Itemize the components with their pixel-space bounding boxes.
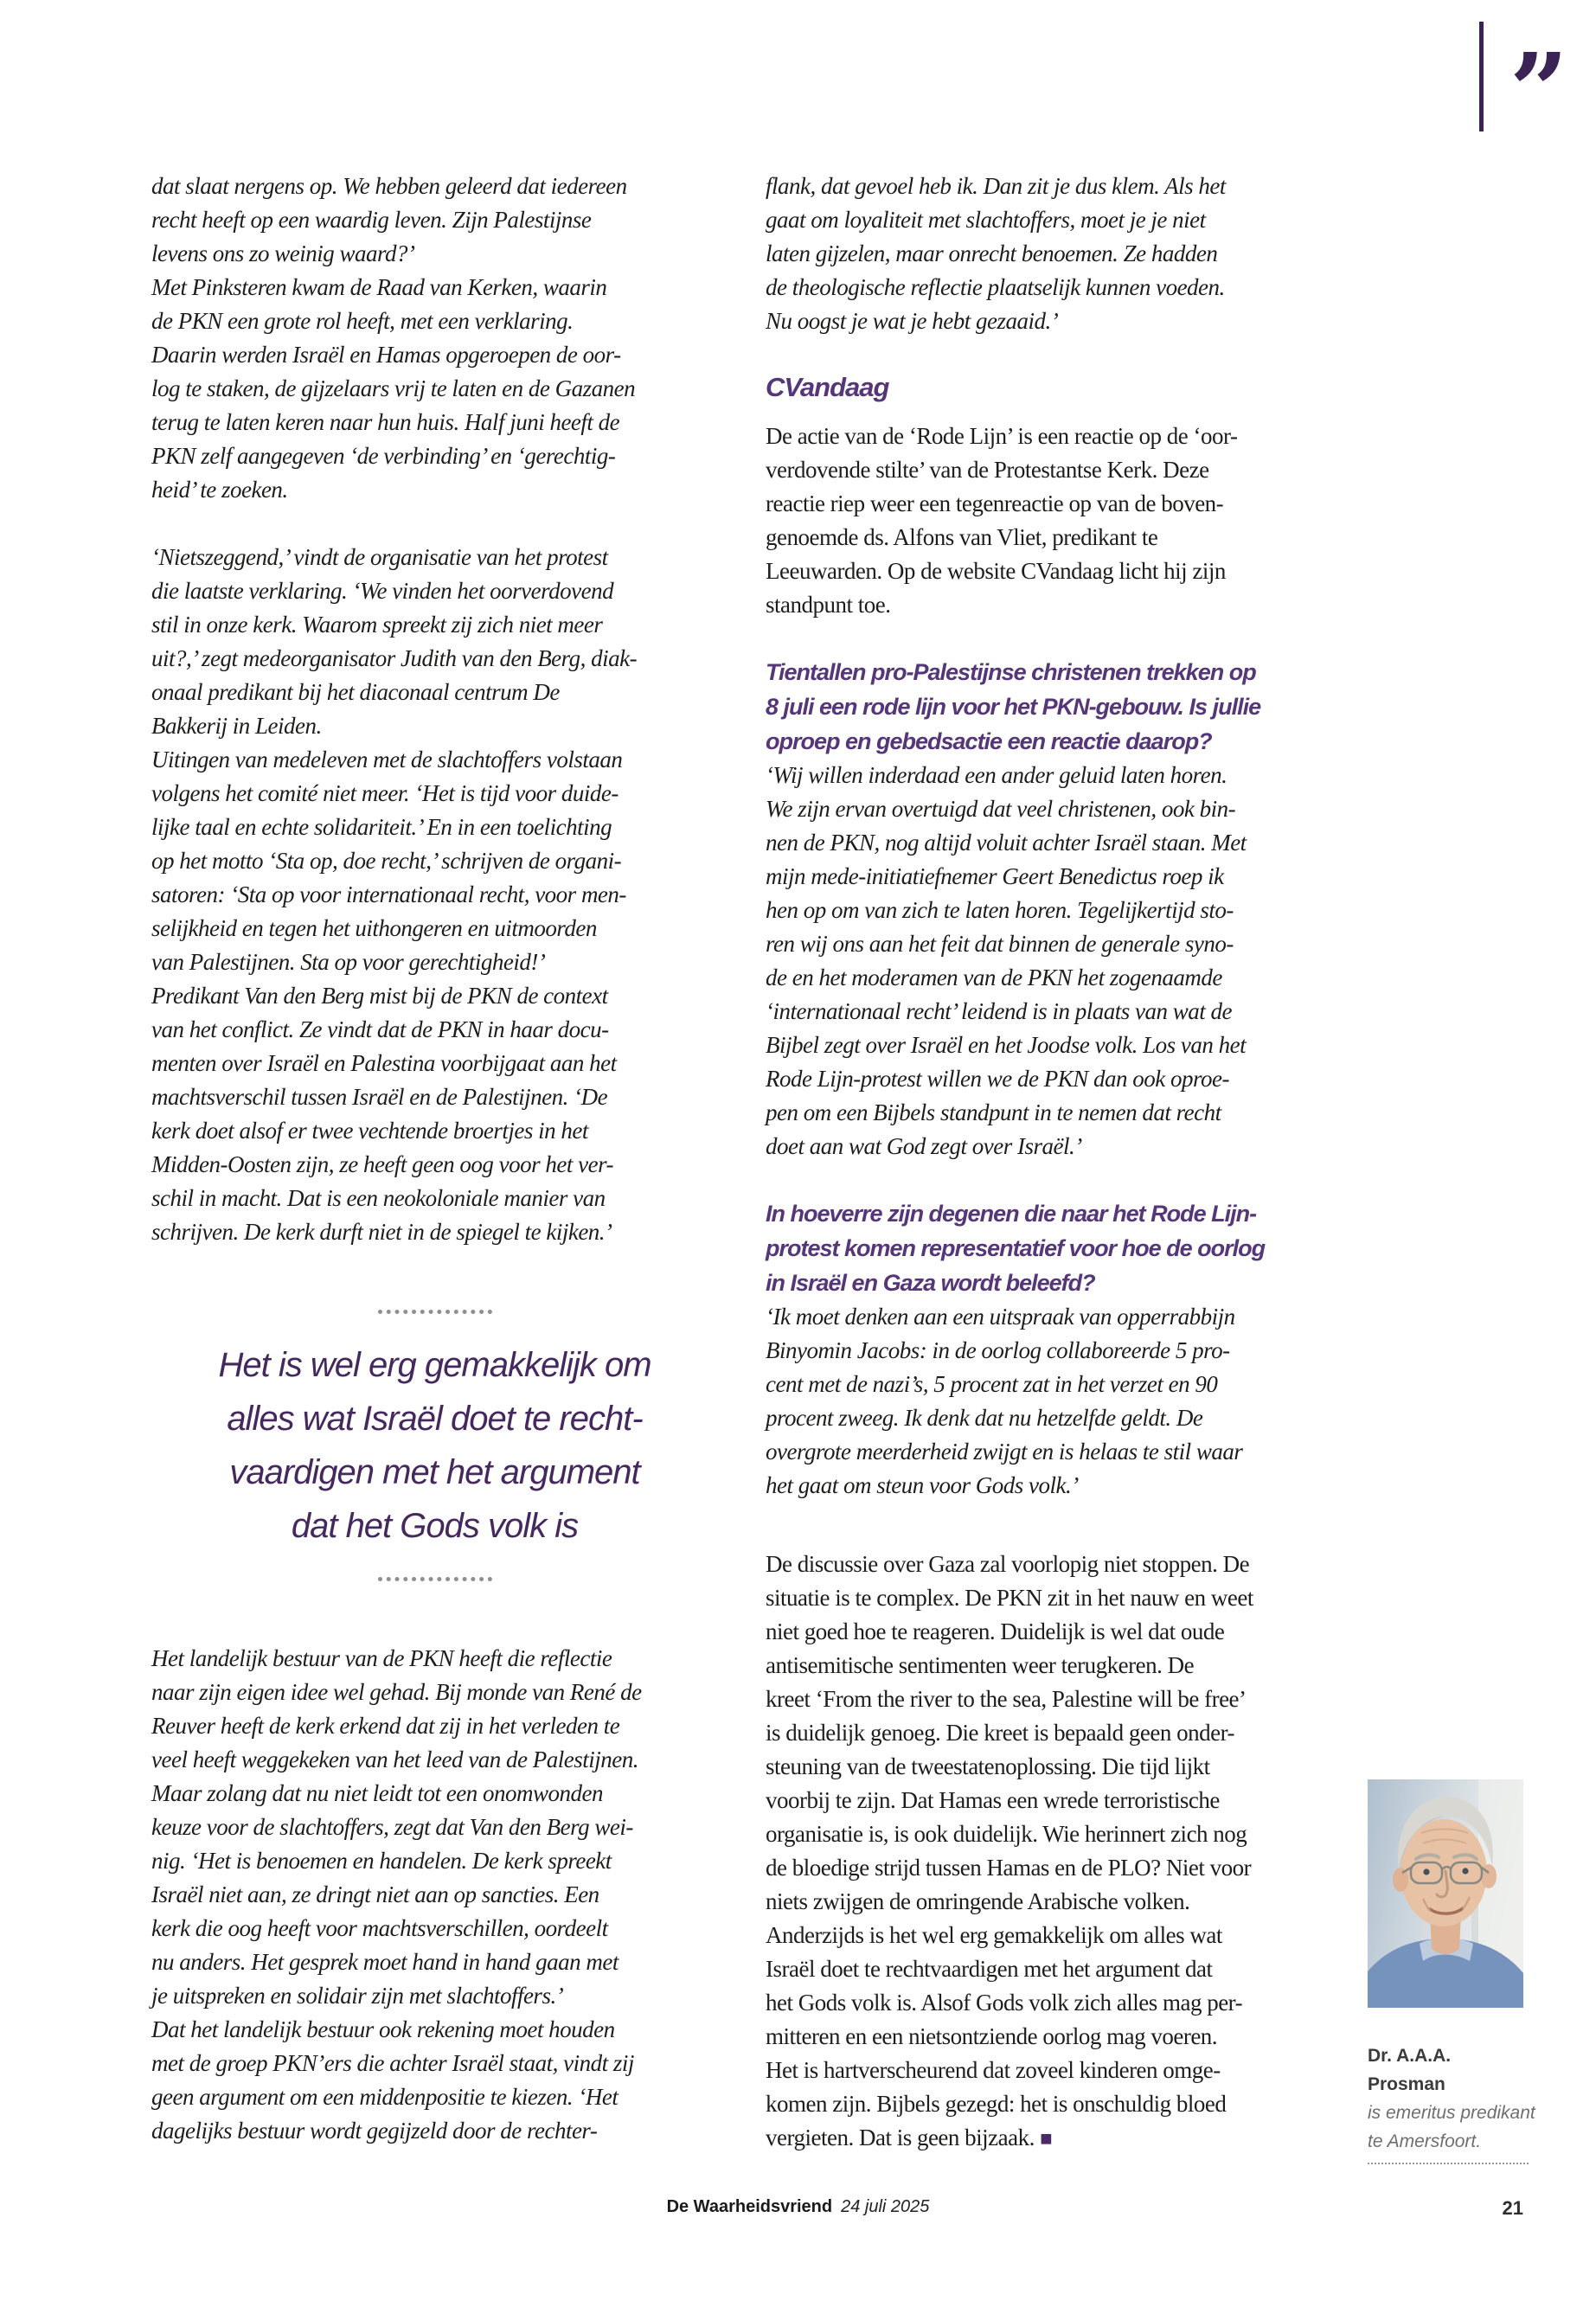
text-line: procent zweeg. Ik denk dat nu hetzelfde geldt. De — [766, 1405, 1203, 1431]
paragraph-protest — [151, 541, 718, 1249]
text-line: Nu oogst je wat je hebt gezaaid.’ — [766, 308, 1059, 334]
text-line: van Palestijnen. Sta op voor gerechtigheid!’ — [151, 949, 546, 975]
paragraph-bestuur — [151, 1642, 718, 2148]
text-line: Rode Lijn-protest willen we de PKN dan ook oproe- — [766, 1066, 1229, 1092]
text-line: antisemitische sentimenten weer terugkeren. De — [766, 1652, 1195, 1678]
question-line: protest komen representatief voor hoe de oorlog — [766, 1235, 1266, 1261]
text-line: de PKN een grote rol heeft, met een verklaring. — [151, 308, 574, 334]
text-line: Israël doet te rechtvaardigen met het argument dat — [766, 1956, 1213, 1982]
text-line: Met Pinksteren kwam de Raad van Kerken, waarin — [151, 274, 607, 300]
text-line: dagelijks bestuur wordt gegijzeld door de rechter- — [151, 2118, 598, 2144]
text-line: standpunt toe. — [766, 592, 891, 618]
text-line: Het is hartverscheurend dat zoveel kinderen omge- — [766, 2057, 1221, 2083]
text-line: Binyomin Jacobs: in de oorlog collaboreerde 5 pro- — [766, 1337, 1230, 1363]
paragraph-continuation — [151, 170, 718, 507]
text-line: mitteren en een nietsontziende oorlog mag voeren. — [766, 2023, 1218, 2049]
text-line: Reuver heeft de kerk erkend dat zij in het verleden te — [151, 1713, 620, 1739]
text-line: de en het moderamen van de PKN het zogenaamde — [766, 965, 1222, 990]
text-line: Bijbel zegt over Israël en het Joodse volk. Los van het — [766, 1032, 1247, 1058]
issue-date: 24 juli 2025 — [841, 2197, 930, 2216]
section-heading-cvandaag: CVandaag — [766, 372, 889, 402]
author-name: Dr. A.A.A. Prosman — [1368, 2046, 1452, 2094]
text-line: met de groep PKN’ers die achter Israël staat, vindt zij — [151, 2050, 634, 2076]
text-line: komen zijn. Bijbels gezegd: het is onschuldig bloed — [766, 2091, 1227, 2117]
text-line: satoren: ‘Sta op voor internationaal recht, voor men- — [151, 881, 626, 907]
text-line: cent met de nazi’s, 5 procent zat in het verzet en 90 — [766, 1371, 1218, 1397]
dotted-separator-top — [378, 1310, 492, 1314]
text-line: vergieten. Dat is geen bijzaak. ■ — [766, 2125, 1053, 2150]
text-line: ren wij ons aan het feit dat binnen de generale syno- — [766, 931, 1234, 957]
text-line: ‘internationaal recht’ leidend is in plaats van wat de — [766, 998, 1232, 1024]
text-line: We zijn ervan overtuigd dat veel christenen, ook bin- — [766, 796, 1236, 822]
text-line: niet goed hoe te reageren. Duidelijk is wel dat oude — [766, 1618, 1225, 1644]
text-line: naar zijn eigen idee wel gehad. Bij monde van René de — [151, 1679, 642, 1705]
text-line: gaat om loyaliteit met slachtoffers, moet je je niet — [766, 207, 1206, 233]
text-line: levens ons zo weinig waard?’ — [151, 240, 415, 266]
text-line: PKN zelf aangegeven ‘de verbinding’ en ‘gerechtig- — [151, 443, 616, 469]
article-column-left — [151, 170, 718, 2148]
text-line: ‘Ik moet denken aan een uitspraak van opperrabbijn — [766, 1304, 1235, 1330]
pull-quote-line: dat het Gods volk is — [291, 1507, 579, 1545]
text-line: niets zwijgen de omringende Arabische volken. — [766, 1888, 1190, 1914]
end-of-article-mark: ■ — [1040, 2128, 1053, 2150]
paragraph-intro-continuation — [766, 170, 1347, 338]
pull-quote-line: vaardigen met het argument — [229, 1453, 640, 1491]
text-line: nen de PKN, nog altijd voluit achter Israël staan. Met — [766, 830, 1247, 856]
text-line: Uitingen van medeleven met de slachtoffers volstaan — [151, 747, 623, 772]
text-line: organisatie is, is ook duidelijk. Wie herinnert zich nog — [766, 1821, 1247, 1847]
text-line: veel heeft weggekeken van het leed van de Palestijnen. — [151, 1747, 638, 1772]
text-line: de theologische reflectie plaatselijk kunnen voeden. — [766, 274, 1225, 300]
text-line: onaal predikant bij het diaconaal centrum De — [151, 679, 560, 705]
text-line: Het landelijk bestuur van de PKN heeft die reflectie — [151, 1645, 612, 1671]
text-line: kerk die oog heeft voor machtsverschillen, oordeelt — [151, 1915, 608, 1941]
text-line: het gaat om steun voor Gods volk.’ — [766, 1472, 1079, 1498]
text-line: nig. ‘Het is benoemen en handelen. De kerk spreekt — [151, 1848, 612, 1874]
text-line: doet aan wat God zegt over Israël.’ — [766, 1133, 1082, 1159]
text-line: Anderzijds is het wel erg gemakkelijk om alles wat — [766, 1922, 1222, 1948]
text-line: steuning van de tweestatenoplossing. Die tijd lijkt — [766, 1753, 1210, 1779]
article-column-right — [766, 170, 1347, 2157]
interview-question-1 — [766, 655, 1347, 759]
text-line: situatie is te complex. De PKN zit in het nauw en weet — [766, 1585, 1253, 1611]
author-role-line: is emeritus predikant — [1368, 2103, 1535, 2123]
text-line: menten over Israël en Palestina voorbijgaat aan het — [151, 1050, 617, 1076]
text-line: hen op om van zich te laten horen. Tegelijkertijd sto- — [766, 897, 1234, 923]
text-line: genoemde ds. Alfons van Vliet, predikant te — [766, 524, 1158, 550]
text-line: Leeuwarden. Op de website CVandaag licht hij zijn — [766, 558, 1226, 584]
question-line: oproep en gebedsactie een reactie daarop? — [766, 728, 1212, 754]
text-line: is duidelijk genoeg. Die kreet is bepaald geen onder- — [766, 1720, 1235, 1746]
text-line: flank, dat gevoel heb ik. Dan zit je dus klem. Als het — [766, 173, 1226, 199]
text-line: verdovende stilte’ van de Protestantse Kerk. Deze — [766, 457, 1209, 483]
page-footer — [0, 2197, 1596, 2217]
pull-quote-line: alles wat Israël doet te recht- — [227, 1400, 643, 1438]
text-line: Dat het landelijk bestuur ook rekening moet houden — [151, 2016, 615, 2042]
text-line: ‘Nietszeggend,’ vindt de organisatie van het protest — [151, 544, 608, 570]
text-line: het Gods volk is. Alsof Gods volk zich alles mag per- — [766, 1990, 1243, 2016]
interview-answer-1 — [766, 759, 1347, 1163]
text-line: schil in macht. Dat is een neokoloniale manier van — [151, 1185, 606, 1211]
text-line: uit?,’ zegt medeorganisator Judith van den Berg, diak- — [151, 645, 638, 671]
text-line: mijn mede-initiatiefnemer Geert Benedictus roep ik — [766, 863, 1224, 889]
question-line: Tientallen pro-Palestijnse christenen trekken op — [766, 659, 1256, 685]
text-line: dat slaat nergens op. We hebben geleerd dat iedereen — [151, 173, 627, 199]
question-line: In hoeverre zijn degenen die naar het Rode Lijn- — [766, 1201, 1257, 1227]
dotted-separator-bottom — [378, 1577, 492, 1581]
interview-question-2 — [766, 1196, 1347, 1300]
text-line: kerk doet alsof er twee vechtende broertjes in het — [151, 1118, 588, 1144]
author-role-line: te Amersfoort. — [1368, 2131, 1482, 2151]
text-line: die laatste verklaring. ‘We vinden het oorverdovend — [151, 578, 614, 604]
closing-quote-icon: ” — [1509, 30, 1565, 151]
text-line: Daarin werden Israël en Hamas opgeroepen de oor- — [151, 342, 621, 368]
text-line: geen argument om een middenpositie te kiezen. ‘Het — [151, 2084, 619, 2110]
text-line: Israël niet aan, ze dringt niet aan op sancties. Een — [151, 1881, 599, 1907]
text-line: machtsverschil tussen Israël en de Palestijnen. ‘De — [151, 1084, 608, 1110]
paragraph-closing — [766, 1548, 1347, 2121]
text-line: Maar zolang dat nu niet leidt tot een onomwonden — [151, 1780, 603, 1806]
text-line: log te staken, de gijzelaars vrij te laten en de Gazanen — [151, 375, 636, 401]
text-line: recht heeft op een waardig leven. Zijn Palestijnse — [151, 207, 592, 233]
text-line: stil in onze kerk. Waarom spreekt zij zich niet meer — [151, 612, 603, 638]
question-line: 8 juli een rode lijn voor het PKN-gebouw. Is jullie — [766, 694, 1261, 720]
text-line: van het conflict. Ze vindt dat de PKN in haar docu- — [151, 1016, 609, 1042]
interview-answer-2 — [766, 1300, 1347, 1503]
author-role — [1368, 2099, 1535, 2156]
page-number: 21 — [1502, 2197, 1523, 2219]
text-line: overgrote meerderheid zwijgt en is helaas te stil waar — [766, 1439, 1243, 1465]
text-line: pen om een Bijbels standpunt in te nemen dat recht — [766, 1099, 1221, 1125]
text-line: heid’ te zoeken. — [151, 477, 288, 503]
text-line: voorbij te zijn. Dat Hamas een wrede terroristische — [766, 1787, 1220, 1813]
text-line: volgens het comité niet meer. ‘Het is tijd voor duide- — [151, 780, 619, 806]
paragraph-closing-end — [766, 2121, 1347, 2157]
text-line: ‘Wij willen inderdaad een ander geluid laten horen. — [766, 762, 1227, 788]
author-photo — [1368, 1779, 1523, 2008]
text-line: nu anders. Het gesprek moet hand in hand gaan met — [151, 1949, 619, 1975]
text-line: De actie van de ‘Rode Lijn’ is een reactie op de ‘oor- — [766, 423, 1238, 449]
text-line: laten gijzelen, maar onrecht benoemen. Ze hadden — [766, 240, 1218, 266]
text-line: Predikant Van den Berg mist bij de PKN de context — [151, 983, 608, 1009]
text-line: keuze voor de slachtoffers, zegt dat Van den Berg wei- — [151, 1814, 633, 1840]
text-line: selijkheid en tegen het uithongeren en uitmoorden — [151, 915, 597, 941]
text-line: op het motto ‘Sta op, doe recht,’ schrijven de organi- — [151, 848, 622, 874]
text-line: Midden-Oosten zijn, ze heeft geen oog voor het ver- — [151, 1151, 614, 1177]
author-caption — [1368, 2041, 1535, 2164]
pull-quote — [151, 1338, 718, 1553]
text-line: lijke taal en echte solidariteit.’ En in een toelichting — [151, 814, 612, 840]
text-line: terug te laten keren naar hun huis. Half juni heeft de — [151, 409, 620, 435]
text-line: De discussie over Gaza zal voorlopig niet stoppen. De — [766, 1551, 1250, 1577]
text-line: schrijven. De kerk durft niet in de spiegel te kijken.’ — [151, 1219, 612, 1245]
decorative-vertical-rule — [1479, 22, 1484, 131]
text-line: reactie riep weer een tegenreactie op van de boven- — [766, 490, 1224, 516]
text-line: kreet ‘From the river to the sea, Palestine will be free’ — [766, 1686, 1247, 1712]
pull-quote-line: Het is wel erg gemakkelijk om — [218, 1346, 651, 1384]
text-line: je uitspreken en solidair zijn met slachtoffers.’ — [151, 1983, 564, 2009]
paragraph-cvandaag — [766, 420, 1347, 622]
text-line: de bloedige strijd tussen Hamas en de PLO? Niet voor — [766, 1855, 1252, 1881]
portrait-photo-illustration — [1368, 1779, 1523, 2008]
text-line: Bakkerij in Leiden. — [151, 713, 322, 739]
magazine-title: De Waarheidsvriend — [666, 2197, 833, 2216]
question-line: in Israël en Gaza wordt beleefd? — [766, 1270, 1095, 1296]
